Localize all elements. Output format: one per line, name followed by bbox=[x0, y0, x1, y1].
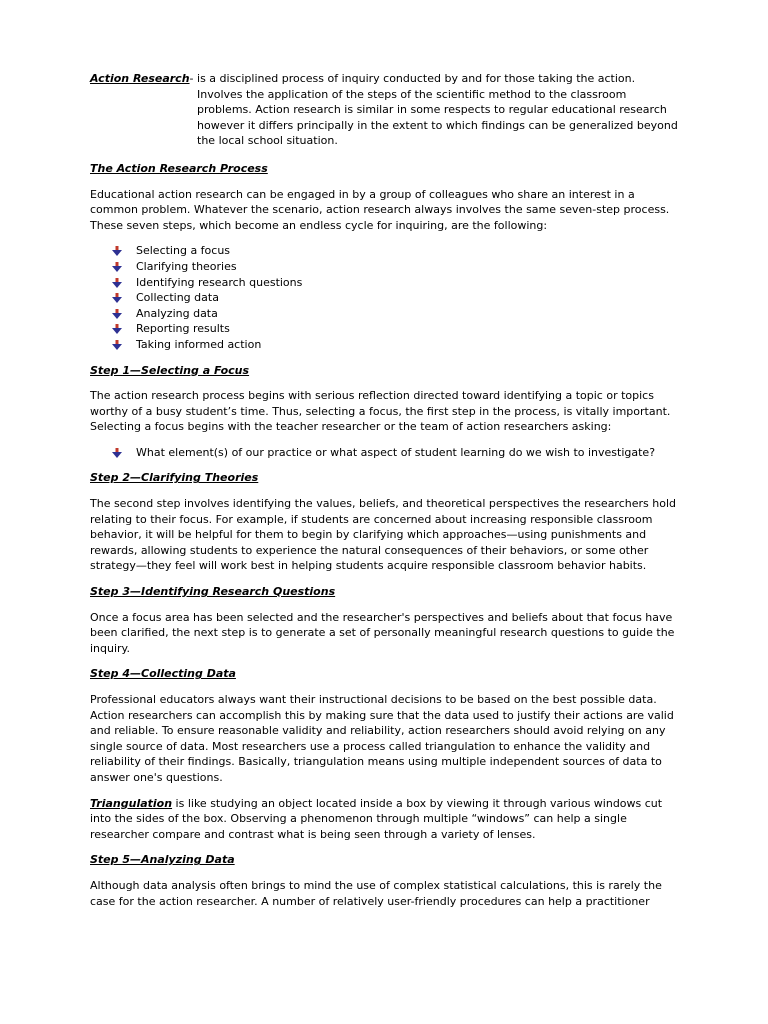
step1-question-list bbox=[90, 445, 680, 461]
definition-block bbox=[90, 71, 680, 149]
arrow-bullet-icon bbox=[112, 293, 122, 303]
step1-body: The action research process begins with serious reflection directed toward identifying a topic or topics worthy of a busy student’s time. Thus, selecting a focus, the first step in the process, is vitally important. Selecting a focus begins with the teacher researcher or the team of action researchers asking: bbox=[90, 389, 671, 434]
step-label: Clarifying theories bbox=[136, 259, 237, 273]
definition-continuation: Involves the application of the steps of the scientific method to the classroom problems. Action research is similar in some respects to regular educational research however it differs principally in the extent to which findings can be generalized beyond the local school situation. bbox=[197, 87, 678, 148]
step1-question: What element(s) of our practice or what aspect of student learning do we wish to investigate? bbox=[136, 445, 656, 459]
step2-body: The second step involves identifying the values, beliefs, and theoretical perspectives the researchers hold relating to their focus. For example, if students are concerned about increasing responsible classroom behavior, it will be helpful for them to begin by clarifying which approaches—using punishments and rewards, allowing students to experience the natural consequences of their behaviors, or some other strategy—they feel will work best in helping students acquire responsible classroom behavior habits. bbox=[90, 497, 676, 573]
step3-heading: Step 3—Identifying Research Questions bbox=[90, 585, 336, 599]
definition-first-line: is a disciplined process of inquiry conducted by and for those taking the action. bbox=[197, 72, 636, 85]
list-item bbox=[112, 275, 680, 291]
triangulation-body: is like studying an object located inside a box by viewing it through various windows cut into the sides of the box. Observing a phenomenon through multiple “windows” can help a single researcher compare and contrast what is being seen through a variety of lenses. bbox=[90, 796, 663, 841]
step5-heading: Step 5—Analyzing Data bbox=[90, 853, 235, 867]
arrow-bullet-icon bbox=[112, 324, 122, 334]
list-item bbox=[112, 290, 680, 306]
document-body bbox=[90, 71, 680, 919]
arrow-bullet-icon bbox=[112, 262, 122, 272]
arrow-bullet-icon bbox=[112, 340, 122, 350]
step-label: Identifying research questions bbox=[136, 275, 303, 289]
definition-text bbox=[197, 71, 680, 149]
arrow-bullet-icon bbox=[112, 448, 122, 458]
step-label: Selecting a focus bbox=[136, 244, 231, 258]
step1-heading: Step 1—Selecting a Focus bbox=[90, 363, 250, 377]
triangulation-term: Triangulation bbox=[90, 796, 173, 810]
definition-term: Action Research bbox=[90, 72, 190, 85]
step2-heading: Step 2—Clarifying Theories bbox=[90, 471, 259, 485]
list-item bbox=[112, 445, 680, 461]
list-item bbox=[112, 259, 680, 275]
triangulation-paragraph bbox=[90, 796, 680, 843]
arrow-bullet-icon bbox=[112, 309, 122, 319]
step4-body: Professional educators always want their instructional decisions to be based on the best possible data. Action researchers can accomplish this by making sure that the data used to justify their actions are valid and reliable. To ensure reasonable validity and reliability, action researchers should avoid relying on any single source of data. Most researchers use a process called triangulation to enhance the validity and reliability of their findings. Basically, triangulation means using multiple independent sources of data to answer one's questions. bbox=[90, 693, 674, 784]
list-item bbox=[112, 243, 680, 259]
step-label: Taking informed action bbox=[136, 337, 262, 351]
step4-heading: Step 4—Collecting Data bbox=[90, 667, 236, 681]
definition-separator: - bbox=[189, 72, 198, 85]
arrow-bullet-icon bbox=[112, 246, 122, 256]
step3-body: Once a focus area has been selected and the researcher's perspectives and beliefs about that focus have been clarified, the next step is to generate a set of personally meaningful research questions to guide the inquiry. bbox=[90, 610, 675, 655]
list-item bbox=[112, 321, 680, 337]
step-label: Analyzing data bbox=[136, 306, 218, 320]
steps-list bbox=[90, 243, 680, 352]
step-label: Reporting results bbox=[136, 322, 230, 336]
arrow-bullet-icon bbox=[112, 278, 122, 288]
list-item bbox=[112, 337, 680, 353]
process-intro: Educational action research can be engaged in by a group of colleagues who share an interest in a common problem. Whatever the scenario, action research always involves the same seven-step process. These seven steps, which become an endless cycle for inquiring, are the following: bbox=[90, 187, 670, 232]
list-item bbox=[112, 306, 680, 322]
process-heading: The Action Research Process bbox=[90, 161, 268, 175]
step5-body: Although data analysis often brings to mind the use of complex statistical calculations, this is rarely the case for the action researcher. A number of relatively user-friendly procedures can help a practitioner bbox=[90, 878, 662, 908]
step-label: Collecting data bbox=[136, 291, 219, 305]
